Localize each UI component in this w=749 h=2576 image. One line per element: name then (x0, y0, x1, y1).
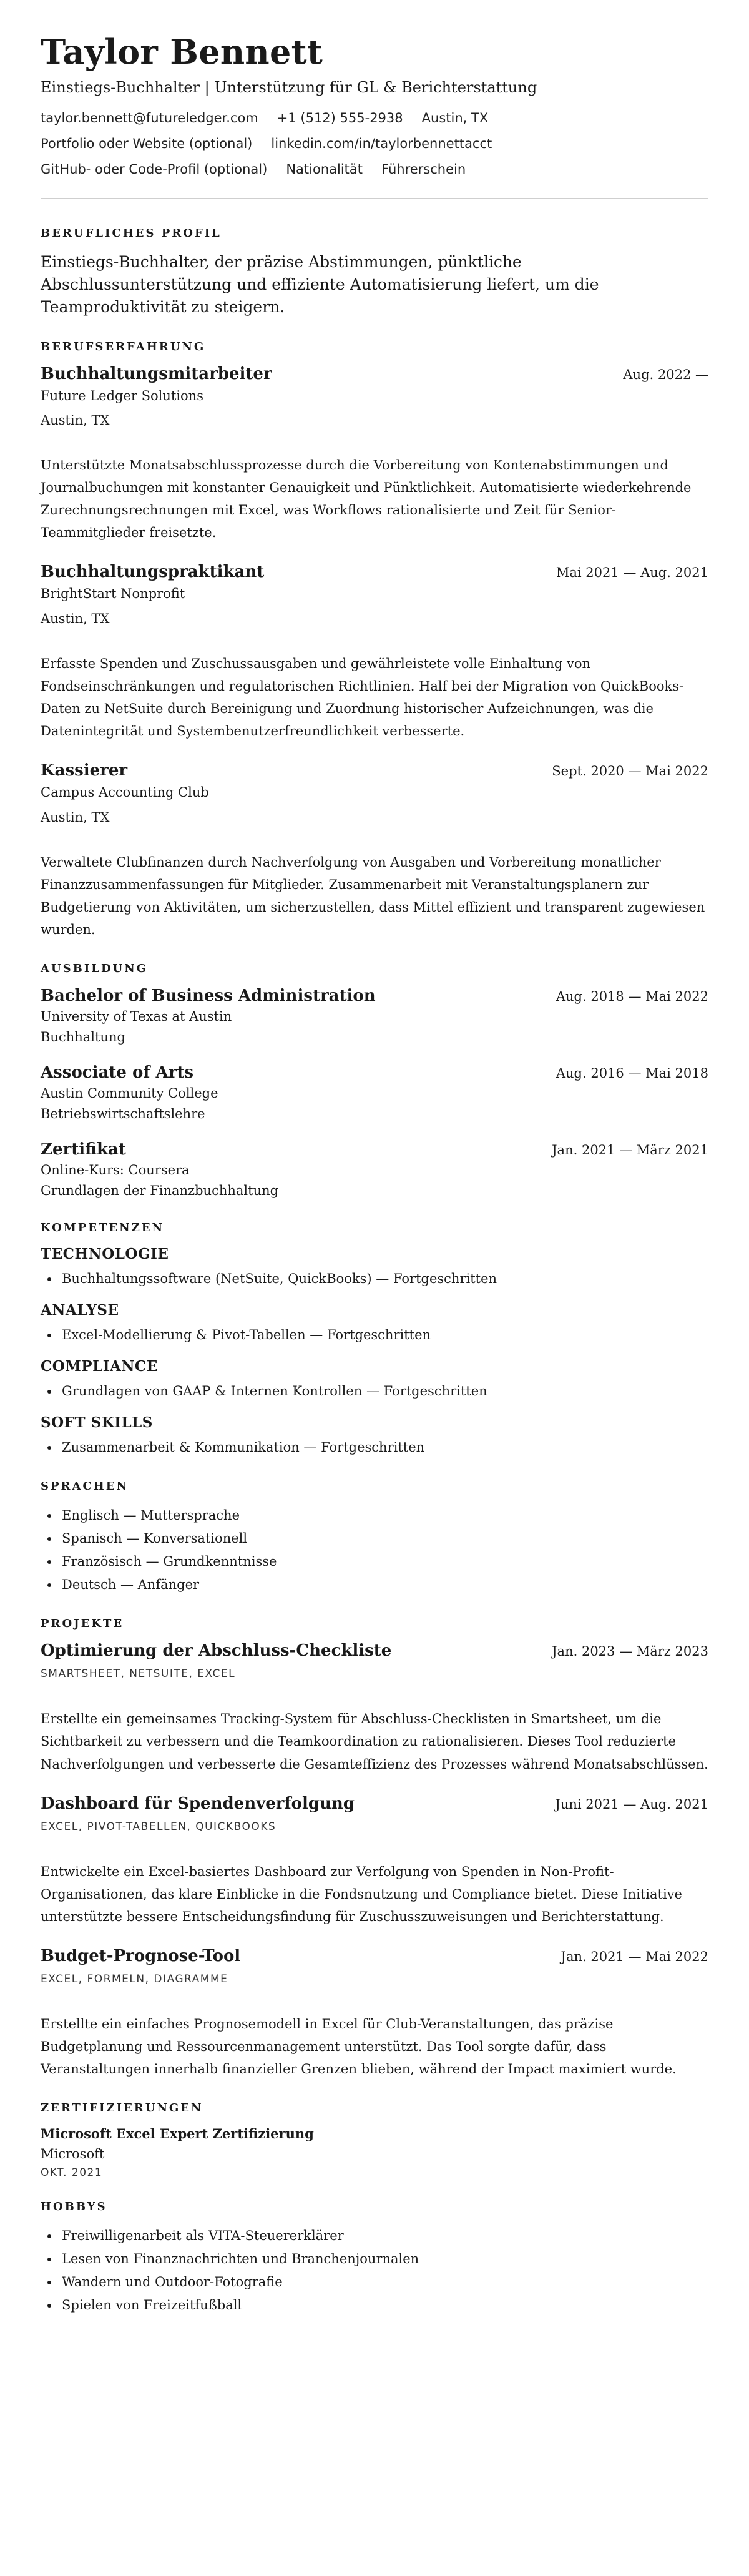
skill-category-title: ANALYSE (41, 1302, 119, 1319)
skill-category-title: TECHNOLOGIE (41, 1246, 169, 1263)
study-field: Betriebswirtschaftslehre (41, 1106, 205, 1122)
job-title: Buchhaltungsmitarbeiter (41, 364, 272, 383)
degree-date: Jan. 2021 — März 2021 (552, 1142, 708, 1158)
project-date: Jan. 2021 — Mai 2022 (561, 1949, 708, 1964)
project-tags: SMARTSHEET, NETSUITE, EXCEL (41, 1668, 236, 1681)
experience-entry (41, 563, 708, 742)
job-company: Future Ledger Solutions (41, 388, 203, 403)
resume-page (41, 0, 708, 2316)
project-name: Optimierung der Abschluss-Checkliste (41, 1641, 392, 1661)
job-date: Mai 2021 — Aug. 2021 (556, 565, 708, 581)
certification-date: OKT. 2021 (41, 2166, 103, 2180)
degree-title: Associate of Arts (41, 1063, 194, 1082)
job-description: Unterstützte Monatsabschlussprozesse durch die Vorbereitung von Kontenabstimmungen und Journalbuchungen mit konstanter Genauigkeit und Pünktlichkeit. Automatisierte wiederkehrende Zurechnungsrechnungen mit Excel, was Workflows rationalisierte und Zeit für Senior-Teammitglieder freisetzte. (41, 457, 692, 541)
skill-list (41, 1436, 708, 1459)
contact-row-primary (41, 109, 708, 127)
section-title-projects: PROJEKTE (41, 1617, 124, 1631)
job-title: Buchhaltungspraktikant (41, 563, 265, 582)
project-name: Dashboard für Spendenverfolgung (41, 1794, 355, 1813)
contact-row-links (41, 135, 708, 153)
contact-row-extra (41, 160, 708, 179)
job-location: Austin, TX (41, 611, 110, 626)
job-location: Austin, TX (41, 809, 110, 825)
skill-list (41, 1380, 708, 1403)
school-name: University of Texas at Austin (41, 1008, 232, 1024)
profile-section (41, 227, 708, 319)
project-entry (41, 1641, 708, 1775)
job-description: Erfasste Spenden und Zuschussausgaben und gewährleistete volle Einhaltung von Fondseinschränkungen und regulatorischen Richtlinien. Half bei der Migration von QuickBooks-Daten zu NetSuite durch Bereinigung und Zuordnung historischer Aufzeichnungen, was die Datenintegrität und Systembenutzerfreundlichkeit verbesserte. (41, 656, 684, 739)
experience-entry (41, 761, 708, 941)
hobbies-section (41, 2200, 708, 2316)
hobby-list (41, 2225, 708, 2316)
project-entry (41, 1794, 708, 1928)
resume-header (41, 34, 708, 179)
job-title: Kassierer (41, 761, 128, 780)
education-entry (41, 1140, 708, 1201)
section-title-education: AUSBILDUNG (41, 961, 149, 975)
school-name: Online-Kurs: Coursera (41, 1162, 190, 1177)
contact-license: Führerschein (381, 162, 466, 177)
contact-phone[interactable]: +1 (512) 555-2938 (277, 110, 403, 125)
certification-name: Microsoft Excel Expert Zertifizierung (41, 2126, 314, 2142)
section-title-experience: BERUFSERFAHRUNG (41, 340, 206, 353)
skill-list (41, 1267, 708, 1290)
project-description: Erstellte ein einfaches Prognosemodell in Excel für Club-Veranstaltungen, das präzise Budgetplanung und Ressourcenmanagement unterstützt. Das Tool sorgte dafür, dass Veranstaltungen innerhalb finanzieller Grenzen blieben, während der Impact maximiert wurde. (41, 2016, 677, 2077)
section-title-hobbies: HOBBYS (41, 2200, 107, 2214)
hobby-item: • Lesen von Finanznachrichten und Branchenjournalen (59, 2248, 708, 2271)
job-description: Verwaltete Clubfinanzen durch Nachverfolgung von Ausgaben und Vorbereitung monatlicher Finanzzusammenfassungen für Mitglieder. Zusammenarbeit mit Veranstaltungsplanern zur Budgetierung von Aktivitäten, um sicherzustellen, dass Mittel effizient und transparent zugewiesen wurden. (41, 854, 705, 937)
section-title-profile: BERUFLICHES PROFIL (41, 226, 222, 240)
contact-portfolio[interactable]: Portfolio oder Website (optional) (41, 135, 253, 151)
hobby-item: • Wandern und Outdoor-Fotografie (59, 2271, 708, 2294)
hobby-item: • Spielen von Freizeitfußball (59, 2294, 708, 2317)
project-description: Entwickelte ein Excel-basiertes Dashboard zur Verfolgung von Spenden in Non-Profit-Organisationen, das klare Einblicke in die Fondsnutzung und Compliance bietet. Diese Initiative unterstützte bessere Entscheidungsfindung für Zuschusszuweisungen und Berichterstattung. (41, 1864, 682, 1924)
project-name: Budget-Prognose-Tool (41, 1946, 241, 1965)
contact-github[interactable]: GitHub- oder Code-Profil (optional) (41, 162, 268, 177)
education-entry (41, 986, 708, 1047)
skill-item: • Zusammenarbeit & Kommunikation — Fortgeschritten (59, 1436, 708, 1459)
section-title-skills: KOMPETENZEN (41, 1221, 164, 1235)
candidate-name: Taylor Bennett (41, 32, 323, 72)
skill-item: • Grundlagen von GAAP & Internen Kontrollen — Fortgeschritten (59, 1380, 708, 1403)
degree-date: Aug. 2016 — Mai 2018 (556, 1065, 708, 1081)
candidate-headline: Einstiegs-Buchhalter | Unterstützung für GL & Berichterstattung (41, 79, 537, 97)
languages-section (41, 1480, 708, 1596)
language-list (41, 1504, 708, 1596)
language-item: • Englisch — Muttersprache (59, 1504, 708, 1527)
contact-linkedin[interactable]: linkedin.com/in/taylorbennettacct (271, 135, 492, 151)
hobby-item: • Freiwilligenarbeit als VITA-Steuererklärer (59, 2225, 708, 2248)
degree-title: Zertifikat (41, 1139, 126, 1159)
study-field: Buchhaltung (41, 1030, 125, 1045)
contact-email[interactable]: taylor.bennett@futureledger.com (41, 110, 258, 125)
project-description: Erstellte ein gemeinsames Tracking-System für Abschluss-Checklisten in Smartsheet, um die Sichtbarkeit zu verbessern und die Teamkoordination zu rationalisieren. Dieses Tool reduzierte Nachverfolgungen und verbesserte die Gesamteffizienz des Prozesses während Monatsabschlüssen. (41, 1711, 708, 1772)
education-section (41, 962, 708, 1200)
language-item: • Deutsch — Anfänger (59, 1573, 708, 1596)
education-entry (41, 1063, 708, 1124)
degree-date: Aug. 2018 — Mai 2022 (556, 988, 708, 1004)
job-location: Austin, TX (41, 412, 110, 428)
job-date: Aug. 2022 — (623, 366, 708, 382)
contact-location: Austin, TX (421, 110, 489, 125)
skill-category-title: SOFT SKILLS (41, 1413, 153, 1431)
project-date: Jan. 2023 — März 2023 (552, 1644, 708, 1659)
section-title-certifications: ZERTIFIZIERUNGEN (41, 2102, 203, 2115)
study-field: Grundlagen der Finanzbuchhaltung (41, 1182, 279, 1198)
degree-title: Bachelor of Business Administration (41, 986, 376, 1005)
project-tags: EXCEL, FORMELN, DIAGRAMME (41, 1972, 228, 1985)
projects-section (41, 1617, 708, 2080)
skill-category-title: COMPLIANCE (41, 1357, 158, 1375)
language-item: • Spanisch — Konversationell (59, 1527, 708, 1550)
certification-issuer: Microsoft (41, 2146, 105, 2162)
job-company: BrightStart Nonprofit (41, 586, 185, 602)
job-date: Sept. 2020 — Mai 2022 (552, 764, 708, 779)
experience-entry (41, 365, 708, 544)
profile-summary: Einstiegs-Buchhalter, der präzise Abstimmungen, pünktliche Abschlussunterstützung und effiziente Automatisierung liefert, um die Teamproduktivität zu steigern. (41, 252, 599, 317)
skill-item: • Excel-Modellierung & Pivot-Tabellen — Fortgeschritten (59, 1324, 708, 1347)
school-name: Austin Community College (41, 1085, 218, 1101)
project-date: Juni 2021 — Aug. 2021 (555, 1796, 708, 1812)
job-company: Campus Accounting Club (41, 785, 209, 800)
language-item: • Französisch — Grundkenntnisse (59, 1550, 708, 1573)
project-entry (41, 1947, 708, 2080)
project-tags: EXCEL, PIVOT-TABELLEN, QUICKBOOKS (41, 1820, 277, 1833)
section-title-languages: SPRACHEN (41, 1480, 129, 1493)
skills-section (41, 1221, 708, 1458)
skill-list (41, 1324, 708, 1347)
contact-nationality: Nationalität (286, 162, 363, 177)
experience-section (41, 340, 708, 941)
certifications-section (41, 2102, 708, 2179)
header-divider (41, 198, 708, 199)
skill-item: • Buchhaltungssoftware (NetSuite, QuickBooks) — Fortgeschritten (59, 1267, 708, 1290)
